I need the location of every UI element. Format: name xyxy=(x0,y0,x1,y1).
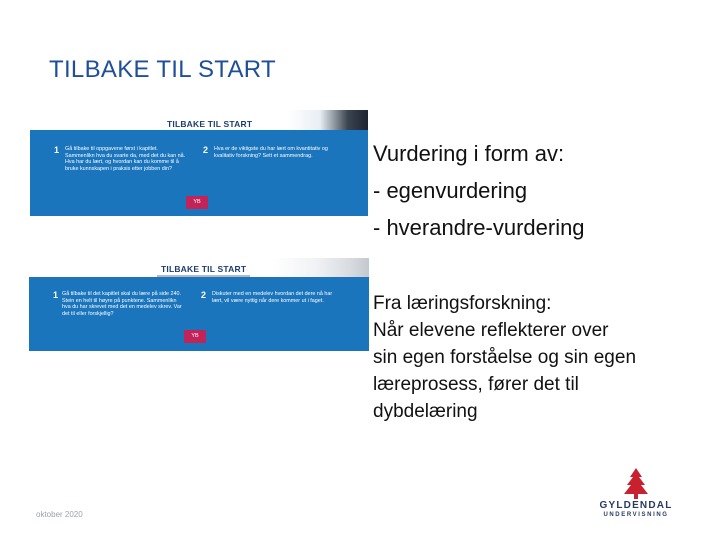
assessment-heading: Vurdering i form av: xyxy=(373,141,565,166)
tree-icon xyxy=(588,466,684,500)
slide-title: TILBAKE TIL START xyxy=(49,56,276,83)
chapter-tag: YB xyxy=(186,196,208,209)
excerpt-header-label: TILBAKE TIL START xyxy=(163,118,256,132)
item-text: Gå tilbake til det kapitlet skal du lære på side 240. Stein en helt til høyre på punktene. Sammenlikn hva du har skrevet med det en medelev skrev. Var det til eller forskjellig? xyxy=(62,291,182,317)
gyldendal-logo xyxy=(588,466,684,522)
textbook-excerpt-bottom xyxy=(29,258,369,351)
research-heading: Fra læringsforskning: xyxy=(373,293,552,314)
research-line: sin egen forståelse og sin egen xyxy=(373,347,637,368)
research-line: dybdelæring xyxy=(373,401,478,422)
item-number: 2 xyxy=(203,145,209,155)
excerpt-header-label: TILBAKE TIL START xyxy=(157,263,250,277)
logo-name: GYLDENDAL xyxy=(599,500,673,511)
research-line: læreprosess, fører det til xyxy=(373,374,579,395)
excerpt-photo xyxy=(273,258,369,277)
research-line: Når elevene reflekterer over xyxy=(373,320,609,341)
footer-date: oktober 2020 xyxy=(36,510,83,519)
assessment-item: - hverandre-vurdering xyxy=(373,215,585,240)
item-text: Gå tilbake til oppgavene først i kapitlet. Sammenlikn hva du svarte da, med det du kan nå. Hva har du lært, og hvordan kan du komme til å bruke kunnskapen i praksis etter jobben din? xyxy=(65,146,186,172)
excerpt-blue-band xyxy=(29,277,369,351)
item-number: 1 xyxy=(54,145,60,155)
item-text: Hva er de viktigste du har lært om kvantitativ og kvalitativ forskning? Sett et sammendrag. xyxy=(214,146,328,159)
excerpt-blue-band xyxy=(30,130,368,216)
textbook-excerpt-top xyxy=(30,110,368,216)
item-text: Diskuter med en medelev hvordan det dere nå har lært, vil være nyttig når dere kommer ut i faget. xyxy=(212,291,333,304)
chapter-tag: YB xyxy=(184,330,206,343)
assessment-text xyxy=(373,135,585,246)
item-number: 1 xyxy=(53,290,59,300)
logo-subtitle: UNDERVISNING xyxy=(603,512,669,518)
item-number: 2 xyxy=(201,290,207,300)
research-text xyxy=(373,290,636,425)
assessment-item: - egenvurdering xyxy=(373,178,528,203)
